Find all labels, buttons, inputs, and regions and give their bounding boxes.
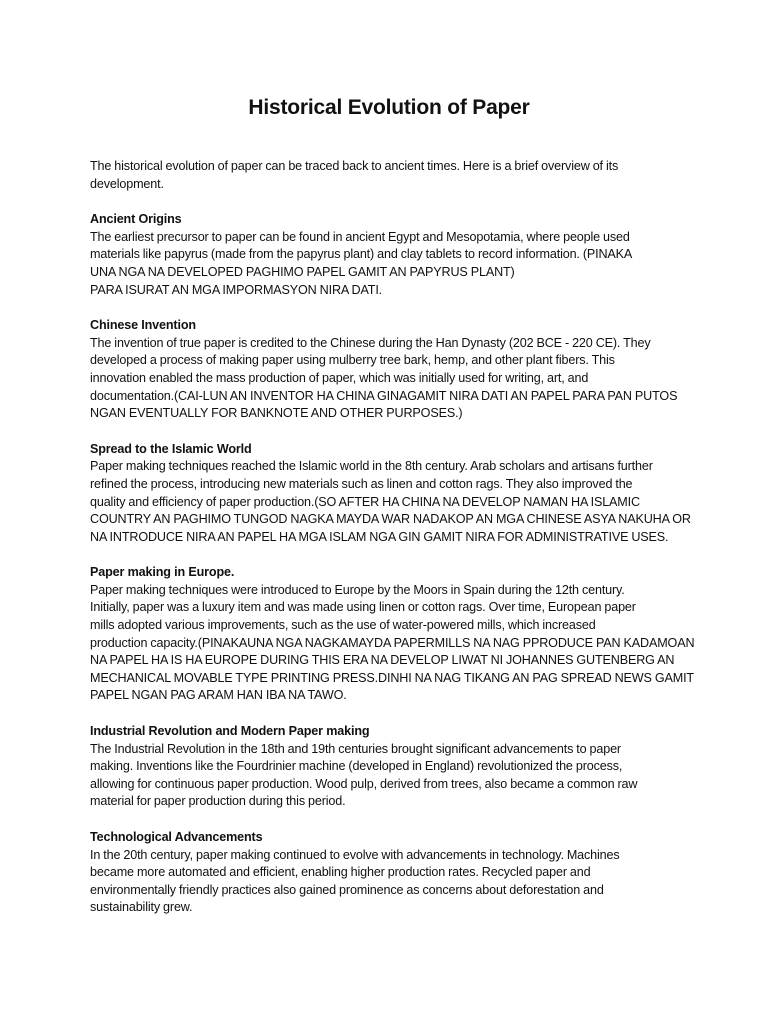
body-line: MECHANICAL MOVABLE TYPE PRINTING PRESS.DINHI NA NAG TIKANG AN PAG SPREAD NEWS GAMIT	[90, 670, 694, 685]
body-line: materials like papyrus (made from the papyrus plant) and clay tablets to record information. (PINAKA	[90, 247, 633, 262]
section-body	[90, 847, 688, 917]
body-line: Paper making techniques were introduced to Europe by the Moors in Spain during the 12th century.	[90, 582, 625, 597]
section-heading: Industrial Revolution and Modern Paper making	[90, 724, 370, 739]
body-line: developed a process of making paper using mulberry tree bark, hemp, and other plant fibers. This	[90, 353, 615, 368]
body-line: production capacity.(PINAKAUNA NGA NAGKAMAYDA PAPERMILLS NA NAG PPRODUCE PAN KADAMOAN	[90, 635, 695, 650]
intro-line: development.	[90, 176, 164, 191]
section-heading: Technological Advancements	[90, 830, 263, 844]
body-line: Initially, paper was a luxury item and was made using linen or cotton rags. Over time, European paper	[90, 600, 636, 615]
body-line: The earliest precursor to paper can be found in ancient Egypt and Mesopotamia, where people used	[90, 229, 630, 244]
body-line: In the 20th century, paper making continued to evolve with advancements in technology. Machines	[90, 847, 620, 862]
section-body	[90, 582, 695, 705]
section-ancient-origins	[90, 211, 688, 299]
body-line: The invention of true paper is credited to the Chinese during the Han Dynasty (202 BCE - 220 CE). They	[90, 335, 651, 350]
section-heading: Ancient Origins	[90, 212, 182, 227]
body-line: refined the process, introducing new materials such as linen and cotton rags. They also improved the	[90, 476, 633, 491]
body-line: PAPEL NGAN PAG ARAM HAN IBA NA TAWO.	[90, 688, 347, 703]
section-body	[90, 335, 688, 423]
body-line: mills adopted various improvements, such as the use of water-powered mills, which increased	[90, 618, 596, 633]
section-body	[90, 741, 688, 811]
body-line: documentation.(CAI-LUN AN INVENTOR HA CHINA GINAGAMIT NIRA DATI AN PAPEL PARA PAN PUTOS	[90, 388, 678, 403]
section-islamic-world	[90, 441, 691, 547]
body-line: innovation enabled the mass production of paper, which was initially used for writing, art, and	[90, 370, 589, 385]
section-chinese-invention	[90, 317, 688, 423]
document-page	[90, 92, 695, 935]
body-line: quality and efficiency of paper production.(SO AFTER HA CHINA NA DEVELOP NAMAN HA ISLAMIC	[90, 494, 640, 509]
body-line: PARA ISURAT AN MGA IMPORMASYON NIRA DATI.	[90, 282, 383, 297]
section-body	[90, 229, 688, 299]
intro-line: The historical evolution of paper can be traced back to ancient times. Here is a brief overview of its	[90, 159, 619, 173]
intro-paragraph	[90, 158, 688, 193]
section-heading: Chinese Invention	[90, 318, 196, 333]
body-line: environmentally friendly practices also gained prominence as concerns about deforestation and	[90, 882, 604, 897]
body-line: material for paper production during this period.	[90, 794, 346, 809]
body-line: COUNTRY AN PAGHIMO TUNGOD NAGKA MAYDA WAR NADAKOP AN MGA CHINESE ASYA NAKUHA OR	[90, 512, 691, 527]
section-industrial-revolution	[90, 723, 688, 811]
body-line: UNA NGA NA DEVELOPED PAGHIMO PAPEL GAMIT AN PAPYRUS PLANT)	[90, 264, 515, 279]
section-body	[90, 458, 691, 546]
page-title: Historical Evolution of Paper	[248, 96, 530, 119]
body-line: NA INTRODUCE NIRA AN PAPEL HA MGA ISLAM NGA GIN GAMIT NIRA FOR ADMINISTRATIVE USES.	[90, 529, 669, 544]
section-heading: Paper making in Europe.	[90, 565, 235, 580]
body-line: making. Inventions like the Fourdrinier machine (developed in England) revolutionized the process,	[90, 759, 623, 774]
body-line: NGAN EVENTUALLY FOR BANKNOTE AND OTHER PURPOSES.)	[90, 406, 463, 421]
body-line: became more automated and efficient, enabling higher production rates. Recycled paper and	[90, 865, 591, 880]
body-line: Paper making techniques reached the Islamic world in the 8th century. Arab scholars and artisans further	[90, 459, 653, 474]
body-line: allowing for continuous paper production. Wood pulp, derived from trees, also became a common raw	[90, 776, 638, 791]
body-line: sustainability grew.	[90, 900, 193, 915]
section-heading: Spread to the Islamic World	[90, 441, 252, 456]
body-line: NA PAPEL HA IS HA EUROPE DURING THIS ERA NA DEVELOP LIWAT NI JOHANNES GUTENBERG AN	[90, 653, 675, 668]
section-technological-advancements	[90, 829, 688, 917]
section-europe	[90, 564, 695, 705]
body-line: The Industrial Revolution in the 18th and 19th centuries brought significant advancements to paper	[90, 741, 621, 756]
